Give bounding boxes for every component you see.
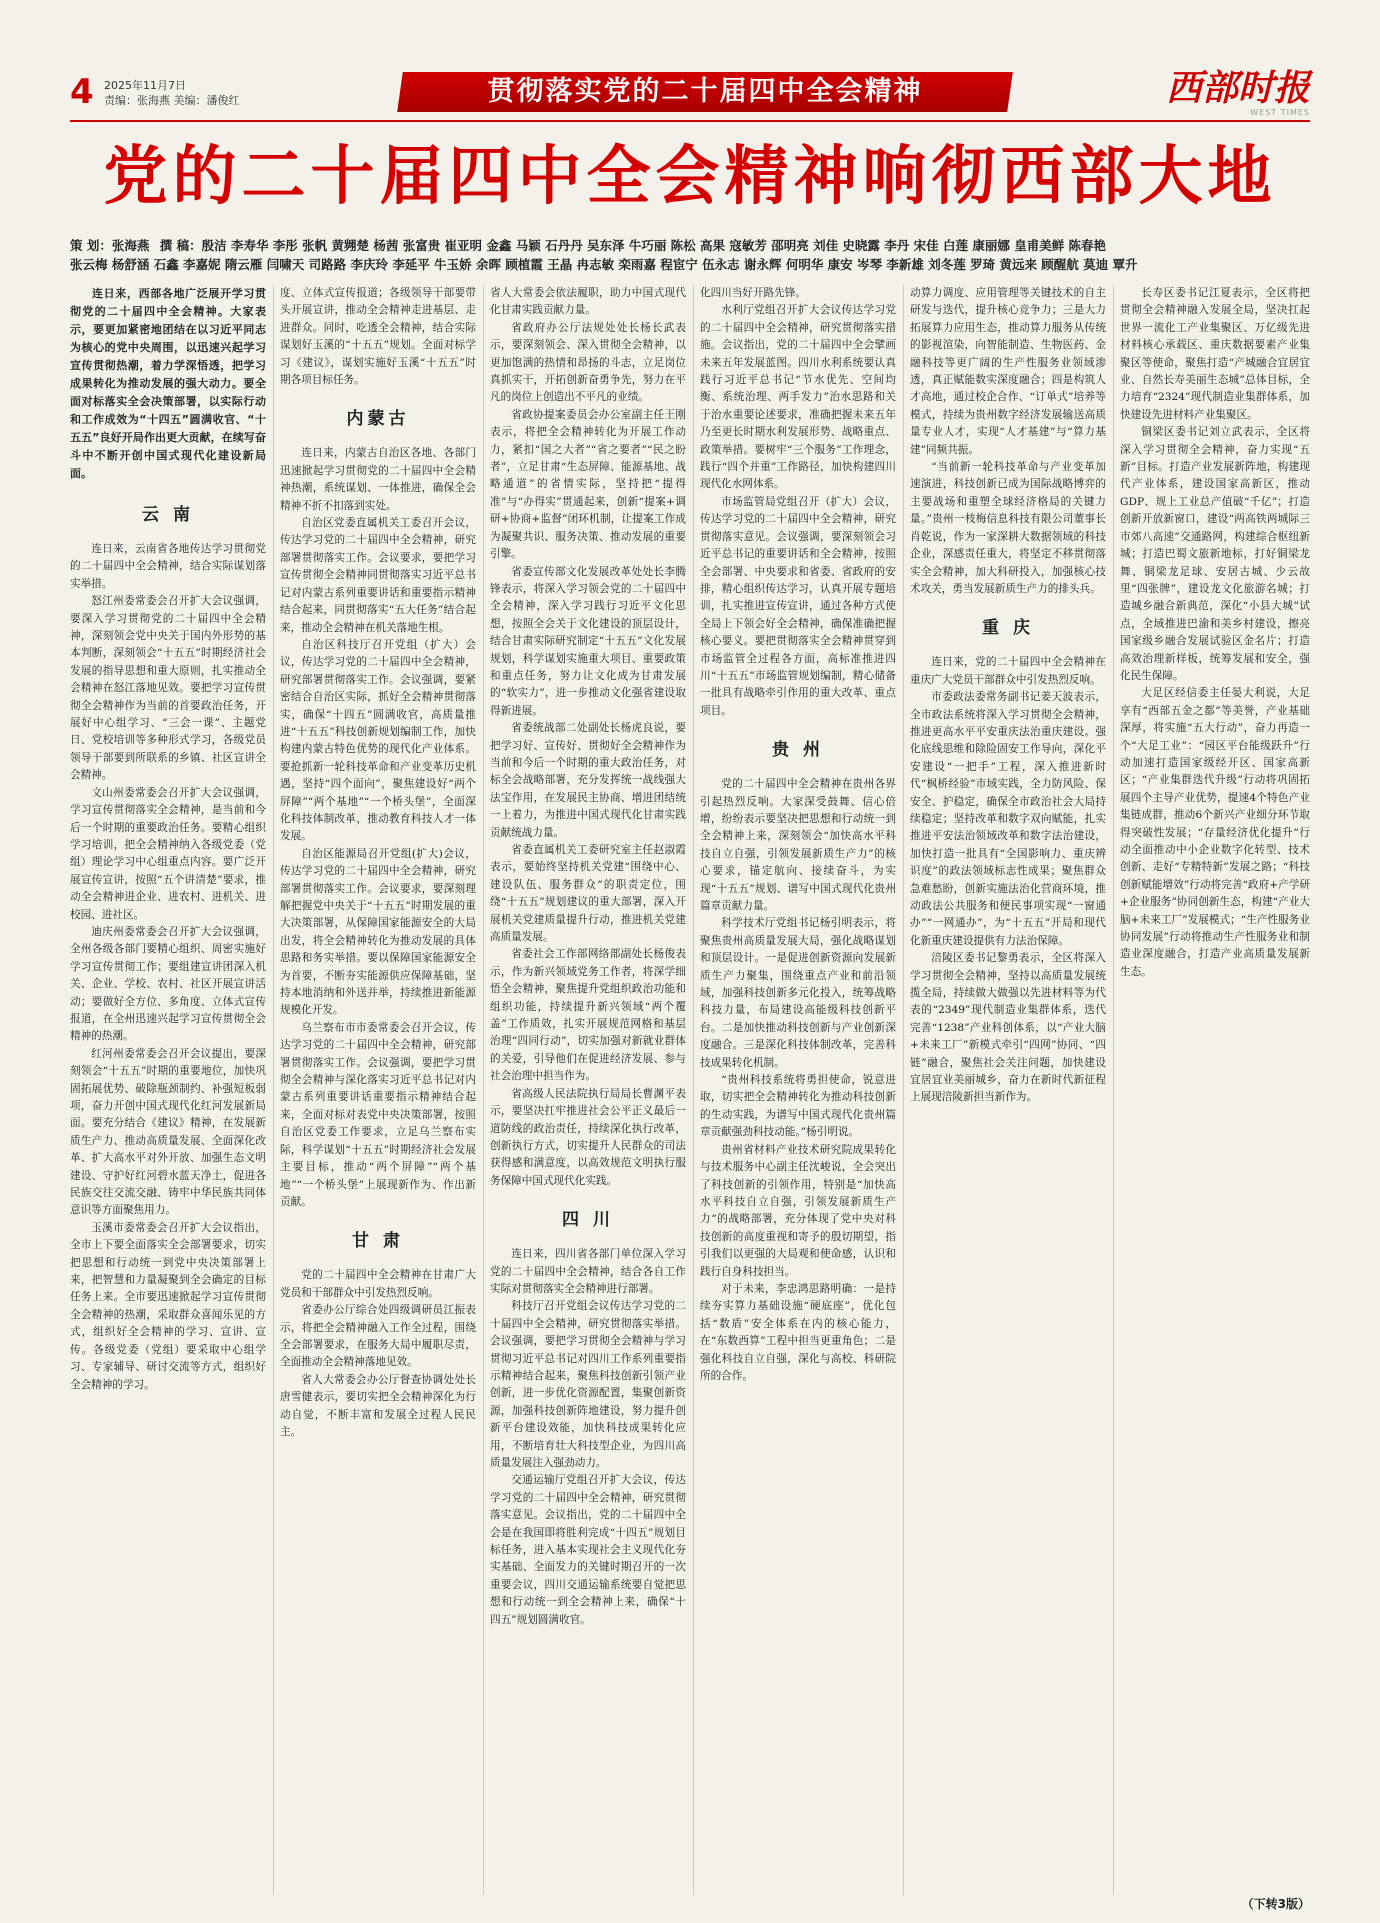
paragraph: 自治区科技厅召开党组（扩大）会议，传达学习党的二十届四中全会精神，研究部署贯彻落实工作。会议强调，要紧密结合自治区实际，抓好全会精神贯彻落实，确保“十四五”圆满收官，高质量推进“十五五”科技创新规划编制工作，加快构建内蒙古特色优势的现代化产业体系。要抢抓新一轮科技革命和产业变革历史机遇，坚持“四个面向”，聚焦建设好“两个屏障”“两个基地”“一个桥头堡”，全面深化科技体制改革，推动教育科技人才一体发展。 (280, 638, 476, 843)
paragraph: 省政府办公厅法规处处长杨长武表示，要深刻领会、深入贯彻全会精神，以更加饱满的热情和昂扬的斗志，立足岗位真抓实干，开拓创新奋勇争先，努力在平凡的岗位上创造出不平凡的业绩。 (490, 321, 686, 404)
paragraph: “当前新一轮科技革命与产业变革加速演进，科技创新已成为国际战略博弈的主要战场和重塑全球经济格局的关键力量。”贵州一枝梅信息科技有限公司董事长肖乾说，作为一家深耕大数据领域的科技企业，深感责任重大，将坚定不移贯彻落实全会精神，加大科研投入，加强核心技术攻关，勇当发展新质生产力的排头兵。 (910, 461, 1106, 595)
continued-note: （下转3版） (1241, 1897, 1310, 1911)
issue-date: 2025年11月7日 (104, 79, 186, 92)
editors-line: 责编：张海燕 美编：潘俊红 (104, 94, 240, 107)
paragraph: 省人大常委会依法履职，助力中国式现代化甘肃实践贡献力量。 (490, 287, 686, 317)
column-3 (490, 285, 686, 1895)
paragraph: 度、立体式宣传报道；各级领导干部要带头开展宣讲，推动全会精神走进基层、走进群众。同时，吃透全会精神，结合实际谋划好玉溪的“十五五”规划。全面对标学习《建议》，谋划实施好玉溪“十五五”时期各项目标任务。 (280, 287, 476, 387)
paragraph: 党的二十届四中全会精神在贵州各界引起热烈反响。大家深受鼓舞、信心倍增，纷纷表示要坚决把思想和行动统一到全会精神上来，深刻领会“加快高水平科技自立自强，引领发展新质生产力”的核心要求，锚定航向、接续奋斗，为实现“十五五”规划、谱写中国式现代化贵州篇章贡献力量。 (700, 778, 896, 912)
paragraph: 连日来，内蒙古自治区各地、各部门迅速掀起学习贯彻党的二十届四中全会精神热潮，系统谋划、一体推进，确保全会精神不折不扣落到实处。 (280, 447, 476, 512)
paragraph: 省高级人民法院执行局局长曹渊平表示，要坚决扛牢推进社会公平正义最后一道防线的政治责任，持续深化执行改革，创新执行方式，切实提升人民群众的司法获得感和满意度，以高效规范文明执行服务保障中国式现代化实践。 (490, 1087, 686, 1187)
planner-name: 张海燕 (111, 238, 150, 253)
paragraph: 省委宣传部文化发展改革处处长李腾锋表示，将深入学习领会党的二十届四中全会精神，深入学习践行习近平文化思想，按照全会关于文化建设的顶层设计，结合甘肃实际研究制定“十五五”文化发展规划，科学谋划实施重大项目、重要政策和重点任务，努力让文化成为甘肃发展的“软实力”，进一步推动文化强省建设取得新进展。 (490, 565, 686, 717)
paragraph: 迪庆州委常委会召开扩大会议强调，全州各级各部门要精心组织、周密实施好学习宣传贯彻工作；要组建宣讲团深入机关、企业、学校、农村、社区开展宣讲活动；要做好全方位、多角度、立体式宣传报道，在全州迅速兴起学习宣传贯彻全会精神的热潮。 (70, 925, 266, 1043)
paragraph: 文山州委常委会召开扩大会议强调，学习宣传贯彻落实全会精神，是当前和今后一个时期的重要政治任务。要精心组织学习培训，把全会精神纳入各级党委（党组）理论学习中心组重点内容。要广泛开展宣传宣讲，按照“五个讲清楚”要求，推动全会精神进企业、进农村、进机关、进校园、进社区。 (70, 786, 266, 921)
credits-block (70, 236, 1310, 274)
paragraph: 乌兰察布市市委常委会召开会议，传达学习党的二十届四中全会精神，研究部署贯彻落实工作。会议强调，要把学习贯彻全会精神与深化落实习近平总书记对内蒙古系列重要讲话重要指示精神结合起来，全面对标对表党中央决策部署，按照自治区党委工作要求，立足乌兰察布实际，科学谋划“十五五”时期经济社会发展主要目标，推动“两个屏障”“两个基地”“一个桥头堡”上展现新作为、作出新贡献。 (280, 1021, 476, 1208)
section-heading-gansu: 甘 肃 (352, 1231, 404, 1252)
section-banner-title: 贯彻落实党的二十届四中全会精神 (487, 76, 923, 107)
paragraph: 省委办公厅综合处四级调研员江振表示，将把全会精神融入工作全过程，围绕全会部署要求，在服务大局中履职尽责，全面推动全会精神落地见效。 (280, 1304, 476, 1369)
section-heading-guizhou: 贵 州 (772, 740, 824, 761)
column-divider (273, 285, 274, 1895)
paragraph: 怒江州委常委会召开扩大会议强调，要深入学习贯彻党的二十届四中全会精神，深刻领会党中央关于国内外形势的基本判断，深刻领会“十五五”时期经济社会发展的指导思想和重大原则，扎实推动全会精神在怒江落地见效。要把学习宣传贯彻全会精神作为当前的首要政治任务，开展好中心组学习、“三会一课”、主题党日、党校培训等多种形式学习，各级党员领导干部要到所联系的乡镇、社区宣讲全会精神。 (70, 595, 266, 782)
newspaper-logo-sub: WEST TIMES (1250, 108, 1310, 117)
credits-line-1 (70, 236, 1310, 255)
paragraph: 连日来，四川省各部门单位深入学习党的二十届四中全会精神，结合各自工作实际对贯彻落实全会精神进行部署。 (490, 1248, 686, 1295)
paragraph: 省委社会工作部网络部副处长杨俊表示，作为新兴领域党务工作者，将深学细悟全会精神，聚焦提升党组织政治功能和组织功能，持续提升新兴领域“两个覆盖”工作质效，扎实开展规范网格和基层治理“四同行动”，切实加强对新就业群体的关爱，引导他们在促进经济发展、参与社会治理中担当作为。 (490, 948, 686, 1083)
writers-label: 撰 稿： (159, 238, 202, 253)
planner-label: 策 划： (70, 238, 112, 253)
paragraph: 自治区党委直属机关工委召开会议，传达学习党的二十届四中全会精神，研究部署贯彻落实工作。会议要求，要把学习宣传贯彻全会精神同贯彻落实习近平总书记对内蒙古系列重要讲话和重要指示精神结合起来，同贯彻落实“五大任务”结合起来，推动全会精神在机关落地生根。 (280, 517, 476, 634)
paragraph: 动算力调度、应用管理等关键技术的自主研发与迭代，提升核心竞争力；三是大力拓展算力应用生态，推动算力服务从传统的影视渲染，向智能制造、生物医药、金融科技等更广阔的生产性服务业领域渗透，真正赋能数实深度融合；四是构筑人才高地，通过校企合作、“订单式”培养等模式，持续为贵州数字经济发展输送高质量专业人才，实现“人才基建”与“算力基建”同频共振。 (910, 287, 1106, 456)
paragraph: 自治区能源局召开党组(扩大)会议，传达学习党的二十届四中全会精神，研究部署贯彻落实工作。会议要求，要深刻理解把握党中央关于“十五五”时期发展的重大决策部署，从保障国家能源安全的大局出发，将全会精神转化为推动发展的具体思路和务实举措。要以保障国家能源安全为首要，不断夯实能源供应保障基础，坚持本地消纳和外送并举，持续推进新能源规模化开发。 (280, 847, 476, 1017)
column-1 (70, 285, 266, 1895)
column-divider (1113, 285, 1114, 1895)
column-6 (1120, 285, 1310, 1895)
page-header (70, 67, 1310, 118)
page-number: 4 (70, 72, 94, 112)
header-rule (70, 120, 1310, 122)
lead-paragraph: 连日来，西部各地广泛展开学习贯彻党的二十届四中全会精神。大家表示，要更加紧密地团结在以习近平同志为核心的党中央周围，以迅速兴起学习宣传贯彻热潮，着力学深悟透，把学习成果转化为推动发展的强大动力。要全面对标落实全会决策部署，以实际行动和工作成效为“十四五”圆满收官、“十五五”良好开局作出更大贡献，在续写奋斗中不断开创中国式现代化建设新局面。 (70, 287, 266, 480)
main-headline: 党的二十届四中全会精神响彻西部大地 (103, 140, 1277, 214)
paragraph: 对于未来，李忠鸿思路明确：一是持续夯实算力基础设施“硬底座”，优化包括“数盾”安全体系在内的核心能力，在“东数西算”工程中担当更重角色；二是强化科技自立自强，深化与高校、科研院所的合作。 (700, 1282, 896, 1382)
section-heading-sichuan: 四 川 (562, 1210, 614, 1231)
column-divider (903, 285, 904, 1895)
paragraph: 连日来，云南省各地传达学习贯彻党的二十届四中全会精神，结合实际谋划落实举措。 (70, 543, 266, 590)
paragraph: 化四川当好开路先锋。 (700, 287, 806, 299)
column-2 (280, 285, 476, 1895)
paragraph: 市委政法委常务副书记姜天波表示，全市政法系统将深入学习贯彻全会精神，推进更高水平平安重庆法治重庆建设。强化底线思维和除险固安工作导向，深化平安建设“一把手”工程，深入推进新时代“枫桥经验”市域实践，全力防风险、保安全、护稳定，确保全市政治社会大局持续稳定；坚持改革和数字双向赋能，扎实推进平安法治领域改革和数字法治建设，加快打造一批具有“全国影响力、重庆辨识度”的政法领域标志性成果；聚焦群众急难愁盼，创新实施法治化营商环境，推动政法公共服务和便民事项实现“一窗通办”“一网通办”，为“十五五”开局和现代化新重庆建设提供有力法治保障。 (910, 691, 1106, 947)
paragraph: 铜梁区委书记刘立武表示，全区将深入学习贯彻全会精神，奋力实现“五新”目标。打造产业发展新阵地，构建现代产业体系，建设国家高新区，推动GDP、规上工业总产值破“千亿”；打造创新开放新窗口，建设“两高铁两城际三市郊八高速”交通路网，构建综合枢纽新城；打造巴蜀文旅新地标，打好铜梁龙舞、铜梁龙足球、安居古城、少云故里“四张牌”，建设龙文化旅游名城；打造城乡融合新典范，深化“小县大城”试点，全域推进巴渝和美乡村建设，擦亮国家级乡融合发展试验区金名片；打造高效治理新样板，统筹发展和安全，强化民生保障。 (1120, 426, 1310, 682)
paragraph: 省委直属机关工委研究室主任赵淑霞表示，要始终坚持机关党建“围绕中心、建设队伍、服务群众”的职责定位，围绕“十五五”规划建议的重大部署，深入开展机关党建质量提升行动，推进机关党建高质量发展。 (490, 844, 686, 944)
section-heading-yunnan: 云 南 (142, 505, 194, 525)
paragraph: 省政协提案委员会办公室副主任王刚表示，将把全会精神转化为开展工作动力，紧扣“国之大者”“省之要者”“民之盼者”，立足甘肃“生态屏障、能源基地、战略通道”的省情实际，坚持把“提得准”与“办得实”贯通起来，创新“提案+调研+协商+监督”闭环机制，让提案工作成为凝聚共识、服务决策、推动发展的重要引擎。 (490, 408, 686, 561)
column-divider (483, 285, 484, 1895)
paragraph: 交通运输厅党组召开扩大会议，传达学习党的二十届四中全会精神，研究贯彻落实意见。会议指出，党的二十届四中全会是在我国即将胜利完成“十四五”规划目标任务，进入基本实现社会主义现代化夯实基础、全面发力的关键时期召开的一次重要会议，四川交通运输系统要自觉把思想和行动统一到全会精神上来，确保“十四五”规划圆满收官。 (490, 1474, 686, 1626)
paragraph: “贵州科技系统将勇担使命，锐意进取，切实把全会精神转化为推动科技创新的生动实践，为谱写中国式现代化贵州篇章贡献强劲科技动能。”杨引明说。 (700, 1074, 896, 1139)
paragraph: 玉溪市委常委会召开扩大会议指出，全市上下要全面落实全会部署要求，切实把思想和行动统一到党中央决策部署上来，把智慧和力量凝聚到全会确定的目标任务上来。全市要迅速掀起学习宣传贯彻全会精神的热潮，采取群众喜闻乐见的方式，组织好全会精神的学习、宣讲、宣传。各级党委（党组）要采取中心组学习、专家辅导、研讨交流等方式，组织好全会精神的学习。 (70, 1221, 266, 1391)
paragraph: 涪陵区委书记黎勇表示，全区将深入学习贯彻全会精神，坚持以高质量发展统揽全局，持续做大做强以先进材料等为代表的“2349”现代制造业集群体系，迭代完善“1238”产业科创体系，以“产业大脑+未来工厂”新模式牵引“四网”协同、“四链”融合，聚焦社会关注问题，加快建设宜居宜业美丽城乡，奋力在新时代新征程上展现涪陵新担当新作为。 (910, 952, 1106, 1104)
section-heading-chongqing: 重 庆 (982, 618, 1034, 639)
section-heading-neimenggu: 内蒙古 (346, 409, 410, 430)
paragraph: 贵州省材料产业技术研究院成果转化与技术服务中心副主任沈峻说，全会突出了科技创新的引领作用，特别是“加快高水平科技自立自强，引领发展新质生产力”的战略部署，充分体现了党中央对科技创新的高度重视和寄予的殷切期望，指引我们以更强的大局观和使命感，认识和践行自身科技担当。 (700, 1143, 896, 1278)
paragraph: 省委统战部二处副处长杨虎良说，要把学习好、宣传好、贯彻好全会精神作为当前和今后一个时期的重大政治任务，对标全会战略部署，充分发挥统一战线强大法宝作用，在发展民主协商、增进团结统一上着力，为推进中国式现代化甘肃实践贡献统战力量。 (490, 722, 686, 839)
paragraph: 大足区经信委主任晏大利说，大足享有“西部五金之都”等美誉，产业基础深厚，将实施“五大行动”，奋力再造一个“大足工业”：“园区平台能级跃升”行动加速打造国家级经开区、国家高新区；“产业集群迭代升级”行动将巩固拓展四个主导产业优势，提速4个特色产业集链成群，推动6个新兴产业细分环节取得突破性发展；“存量经济优化提升”行动全面推动中小企业数字化转型、技术创新、走好“专精特新”发展之路；“科技创新赋能增效”行动将完善“政府+产学研+企业服务”协同创新生态，构建“产业大脑+未来工厂”发展模式；“生产性服务业协同发展”行动将推动生产性服务业和制造业深度融合，打造产业高质量发展新生态。 (1120, 687, 1310, 978)
header-meta (104, 78, 240, 108)
paragraph: 红河州委常委会召开会议提出，要深刻领会“十五五”时期的重要地位，加快巩固拓展优势、破除瓶颈制约、补强短板弱项，奋力开创中国式现代化红河发展新局面。要充分结合《建议》精神，在发展新质生产力、推动高质量发展、全面深化改革、扩大高水平对外开放、加强生态文明建设、守护好红河碧水蓝天净土，促进各民族交往交流交融、铸牢中华民族共同体意识等方面聚焦用力。 (70, 1047, 266, 1217)
paragraph: 水利厅党组召开扩大会议传达学习党的二十届四中全会精神，研究贯彻落实措施。会议指出，党的二十届四中全会擘画未来五年发展蓝图。四川水利系统要认真践行习近平总书记“节水优先、空间均衡、系统治理、两手发力”治水思路和关于治水重要论述要求，准确把握未来五年乃至更长时期水利发展形势、战略重点、政策举措。要树牢“三个服务”工作理念，践行“四个并重”工作路径，加快构建四川现代化水网体系。 (700, 304, 896, 491)
column-divider (693, 285, 694, 1895)
credits-line-2: 张云梅 杨舒涵 石鑫 李嘉妮 隋云雁 闫啸天 司路路 李庆玲 李延平 牛玉娇 余晖 顾植霞 王晶 冉志敏 栾雨嘉 程宦宁 伍永志 谢永辉 何明华 康安 岑琴 李新雄 刘冬莲 罗琦 黄远来 顾醒航 莫迪 覃升 (70, 257, 1138, 272)
paragraph: 长寿区委书记江夏表示，全区将把贯彻全会精神融入发展全局，坚决扛起世界一流化工产业集聚区、万亿级先进材料核心承载区、重庆数据要素产业集聚区等使命，聚焦打造“产城融合宜居宜业、自然长寿美丽生态城”总体目标，全力培育“2324”现代制造业集群体系，加快建设先进材料产业集聚区。 (1120, 287, 1310, 421)
paragraph: 省人大常委会办公厅督查协调处处长唐雪健表示，要切实把全会精神深化为行动自觉，不断丰富和发展全过程人民民主。 (280, 1373, 476, 1438)
paragraph: 科学技术厅党组书记杨引明表示，将聚焦贵州高质量发展大局，强化战略谋划和顶层设计。一是促进创新资源向发展新质生产力聚集，围绕重点产业和前沿领域，加强科技创新多元化投入，统筹战略科技力量，布局建设高能级科技创新平台。二是加快推动科技创新与产业创新深度融合。三是深化科技体制改革，完善科技成果转化机制。 (700, 917, 896, 1069)
paragraph: 科技厅召开党组会议传达学习党的二十届四中全会精神，研究贯彻落实举措。会议强调，要把学习贯彻全会精神与学习贯彻习近平总书记对四川工作系列重要指示精神结合起来，聚焦科技创新引领产业创新，进一步优化资源配置，集聚创新资源，加强科技创新阵地建设，努力提升创新平台建设效能，加快科技成果转化应用，不断培育壮大科技型企业，为四川高质量发展注入强劲动力。 (490, 1300, 686, 1469)
column-5 (910, 285, 1106, 1895)
paragraph: 市场监管局党组召开（扩大）会议，传达学习党的二十届四中全会精神，研究贯彻落实意见。会议强调，要深刻领会习近平总书记的重要讲话和全会精神，按照全会部署、中央要求和省委、省政府的安排，精心组织传达学习，认真开展专题培训，扎实推进宣传宣讲，通过各种方式使全局上下领会好全会精神，确保准确把握核心要义。要把贯彻落实全会精神贯穿到市场监管全过程各方面，高标准推进四川“十五五”市场监管规划编制，精心储备一批具有战略牵引作用的重大改革、重点项目。 (700, 495, 896, 717)
column-4 (700, 285, 896, 1895)
paragraph: 连日来，党的二十届四中全会精神在重庆广大党员干部群众中引发热烈反响。 (910, 656, 1106, 686)
newspaper-logo: 西部时报 (1165, 67, 1310, 109)
writers-names-1: 殷洁 李寿华 李彤 张帆 黄翙楚 杨茜 张富贵 崔亚明 金鑫 马颖 石丹丹 吴东泽 牛巧丽 陈松 高果 寇敏芳 邵明亮 刘佳 史晓露 李丹 宋佳 白莲 康丽娜 皇甫美鲜 陈春艳 (201, 238, 1107, 253)
paragraph: 党的二十届四中全会精神在甘肃广大党员和干部群众中引发热烈反响。 (280, 1269, 476, 1299)
